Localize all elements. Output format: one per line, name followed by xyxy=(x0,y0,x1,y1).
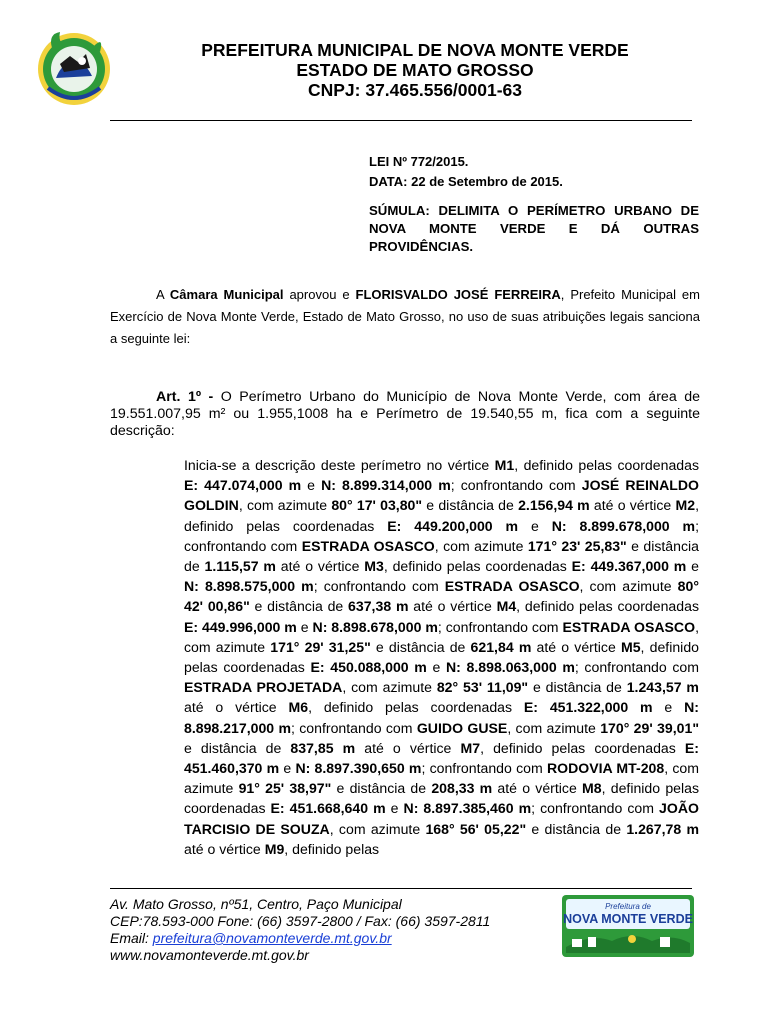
desc-bold: N: 8.899.678,000 m xyxy=(551,517,696,534)
desc-bold: E: 449.996,000 m xyxy=(184,618,297,635)
desc-text: e xyxy=(518,517,552,534)
desc-bold: E: 447.074,000 m xyxy=(184,477,302,494)
desc-text: e xyxy=(301,477,322,494)
article-label: Art. 1º - xyxy=(156,389,221,405)
header-divider xyxy=(110,120,692,121)
desc-text: ; confrontando com xyxy=(531,800,660,817)
law-summary: SÚMULA: DELIMITA O PERÍMETRO URBANO DE NOVA MONTE VERDE E DÁ OUTRAS PROVIDÊNCIAS. xyxy=(369,203,699,254)
desc-bold: 837,85 m xyxy=(290,739,356,756)
desc-bold: JOÃO TARCISIO DE SOUZA xyxy=(184,800,699,837)
desc-bold: GUIDO GUSE xyxy=(416,719,508,736)
desc-text: e xyxy=(385,800,404,817)
desc-bold: 1.243,57 m xyxy=(626,679,699,696)
desc-text: até o vértice xyxy=(408,598,497,615)
law-number: LEI Nº 772/2015. xyxy=(369,154,469,169)
law-identification xyxy=(369,152,699,192)
desc-bold: ESTRADA PROJETADA xyxy=(184,679,343,696)
desc-bold: 621,84 m xyxy=(470,638,532,655)
desc-bold: M3 xyxy=(364,558,384,575)
desc-bold: 168° 56' 05,22" xyxy=(425,820,527,837)
letterhead xyxy=(130,40,700,100)
desc-text: até o vértice xyxy=(531,638,621,655)
desc-text: até o vértice xyxy=(355,739,461,756)
desc-text: e distância de xyxy=(526,820,627,837)
footer-website: www.novamonteverde.mt.gov.br xyxy=(110,947,309,963)
desc-text: até o vértice xyxy=(492,780,582,797)
desc-text: e distância de xyxy=(184,739,291,756)
desc-bold: E: 449.200,000 m xyxy=(387,517,519,534)
desc-text: e xyxy=(686,558,699,575)
desc-text: , com azimute xyxy=(184,760,699,797)
desc-text: e xyxy=(426,659,446,676)
desc-text: , com azimute xyxy=(329,820,426,837)
footer-email-label: Email: xyxy=(110,930,153,946)
desc-text: e xyxy=(279,760,296,777)
desc-bold: 208,33 m xyxy=(431,780,493,797)
desc-text: , com azimute xyxy=(342,679,437,696)
desc-text: ; confrontando com xyxy=(574,659,699,676)
desc-bold: 91° 25' 38,97" xyxy=(238,780,332,797)
desc-text: , definido pelas coordenadas xyxy=(184,638,699,676)
footer-email-line xyxy=(110,930,560,947)
desc-bold: N: 8.898.575,000 m xyxy=(184,578,314,595)
desc-bold: N: 8.899.314,000 m xyxy=(321,477,451,494)
desc-text: e distância de xyxy=(331,780,432,797)
desc-text: ; confrontando com xyxy=(450,477,582,494)
desc-text: e distância de xyxy=(528,679,627,696)
desc-text: e distância de xyxy=(184,537,699,575)
intro-bold: Câmara Municipal xyxy=(169,287,284,302)
intro-bold: FLORISVALDO JOSÉ FERREIRA xyxy=(355,287,561,302)
desc-text: , definido pelas coordenadas xyxy=(383,558,572,575)
desc-bold: N: 8.898.063,000 m xyxy=(446,659,575,676)
desc-text: e distância de xyxy=(249,598,349,615)
desc-bold: RODOVIA MT-208 xyxy=(546,760,665,777)
article-1 xyxy=(110,389,700,440)
desc-bold: E: 451.460,370 m xyxy=(184,739,699,777)
desc-bold: E: 450.088,000 m xyxy=(310,659,427,676)
article-text: O Perímetro Urbano do Município de Nova Monte Verde, com área de 19.551.007,95 m² ou 1.955,1008 ha e Perímetro de 19.540,55 m, fica com a seguinte descrição: xyxy=(110,389,700,439)
intro-text: A xyxy=(156,287,170,302)
desc-bold: ESTRADA OSASCO xyxy=(444,578,580,595)
desc-bold: ESTRADA OSASCO xyxy=(301,537,435,554)
desc-text: , com azimute xyxy=(184,618,699,655)
desc-bold: N: 8.897.385,460 m xyxy=(403,800,532,817)
desc-text: , definido pelas coordenadas xyxy=(184,497,699,534)
desc-bold: M8 xyxy=(582,780,602,797)
footer-contact xyxy=(110,896,560,964)
desc-bold: 80° 42' 00,86" xyxy=(184,578,699,615)
desc-bold: 82° 53' 11,09" xyxy=(436,679,529,696)
logo-main-text: NOVA MONTE VERDE xyxy=(563,912,693,926)
desc-text: até o vértice xyxy=(184,699,289,716)
desc-bold: M9 xyxy=(264,840,285,857)
desc-text: , definido pelas coordenadas xyxy=(514,457,699,473)
desc-text: até o vértice xyxy=(184,840,265,857)
desc-bold: M4 xyxy=(496,598,517,615)
desc-text: e xyxy=(652,699,685,716)
desc-text: , com azimute xyxy=(238,497,332,514)
desc-text: ; confrontando com xyxy=(421,760,547,777)
law-date: DATA: 22 de Setembro de 2015. xyxy=(369,174,563,189)
desc-text: ; confrontando com xyxy=(437,618,563,635)
prefeitura-logo xyxy=(562,895,694,957)
desc-text: e xyxy=(296,618,313,635)
desc-bold: 80° 17' 03,80" xyxy=(331,497,423,514)
desc-text: , definido pelas xyxy=(284,840,380,857)
desc-bold: M6 xyxy=(288,699,309,716)
desc-bold: 171° 29' 31,25" xyxy=(270,638,371,655)
footer-divider xyxy=(110,888,692,889)
desc-text: , com azimute xyxy=(434,537,528,554)
desc-text: , com azimute xyxy=(507,719,601,736)
intro-paragraph xyxy=(110,284,700,350)
desc-text: até o vértice xyxy=(589,497,676,514)
footer-address: Av. Mato Grosso, nº51, Centro, Paço Municipal xyxy=(110,896,402,912)
header-cnpj: CNPJ: 37.465.556/0001-63 xyxy=(307,80,523,100)
desc-text: , definido pelas coordenadas xyxy=(308,699,524,716)
intro-text: aprovou e xyxy=(283,287,356,302)
desc-text: ; confrontando com xyxy=(184,517,699,554)
desc-text: ; confrontando com xyxy=(291,719,417,736)
desc-bold: JOSÉ REINALDO GOLDIN xyxy=(184,477,699,514)
desc-bold: E: 449.367,000 m xyxy=(571,558,687,575)
desc-bold: 171° 23' 25,83" xyxy=(527,537,627,554)
desc-text: ; confrontando com xyxy=(313,578,445,595)
desc-text: , definido pelas coordenadas xyxy=(516,598,699,615)
header-title: PREFEITURA MUNICIPAL DE NOVA MONTE VERDE xyxy=(201,40,629,60)
municipal-seal-emblem xyxy=(34,28,114,108)
footer-email-link[interactable]: prefeitura@novamonteverde.mt.gov.br xyxy=(152,930,392,946)
desc-text: , definido pelas coordenadas xyxy=(184,780,700,817)
desc-bold: 637,38 m xyxy=(348,598,409,615)
desc-text: , definido pelas coordenadas xyxy=(480,739,685,756)
desc-text: e distância de xyxy=(422,497,519,514)
desc-bold: M1 xyxy=(494,457,515,473)
desc-text: e distância de xyxy=(370,638,471,655)
desc-bold: ESTRADA OSASCO xyxy=(562,618,696,635)
desc-bold: N: 8.898.678,000 m xyxy=(312,618,438,635)
desc-text: até o vértice xyxy=(275,558,365,575)
header-state: ESTADO DE MATO GROSSO xyxy=(296,60,534,80)
intro-text: , Prefeito Municipal em Exercício de Nova Monte Verde, Estado de Mato Grosso, no uso de suas atribuições legais sanciona a seguinte lei: xyxy=(110,287,700,346)
footer-phone: CEP:78.593-000 Fone: (66) 3597-2800 / Fax: (66) 3597-2811 xyxy=(110,913,491,929)
desc-bold: M5 xyxy=(620,638,641,655)
desc-bold: M2 xyxy=(675,497,696,514)
desc-bold: 1.267,78 m xyxy=(626,820,700,837)
desc-bold: 1.115,57 m xyxy=(204,558,276,575)
desc-bold: N: 8.898.217,000 m xyxy=(184,699,699,736)
perimeter-description xyxy=(184,455,699,859)
desc-bold: N: 8.897.390,650 m xyxy=(295,760,422,777)
desc-bold: E: 451.668,640 m xyxy=(270,800,386,817)
desc-bold: 170° 29' 39,01" xyxy=(600,719,699,736)
desc-bold: M7 xyxy=(460,739,481,756)
desc-text: , com azimute xyxy=(579,578,678,595)
desc-bold: 2.156,94 m xyxy=(518,497,590,514)
desc-bold: E: 451.322,000 m xyxy=(523,699,653,716)
desc-text: Inicia-se a descrição deste perímetro no vértice xyxy=(184,457,495,473)
logo-top-text: Prefeitura de xyxy=(605,902,651,911)
